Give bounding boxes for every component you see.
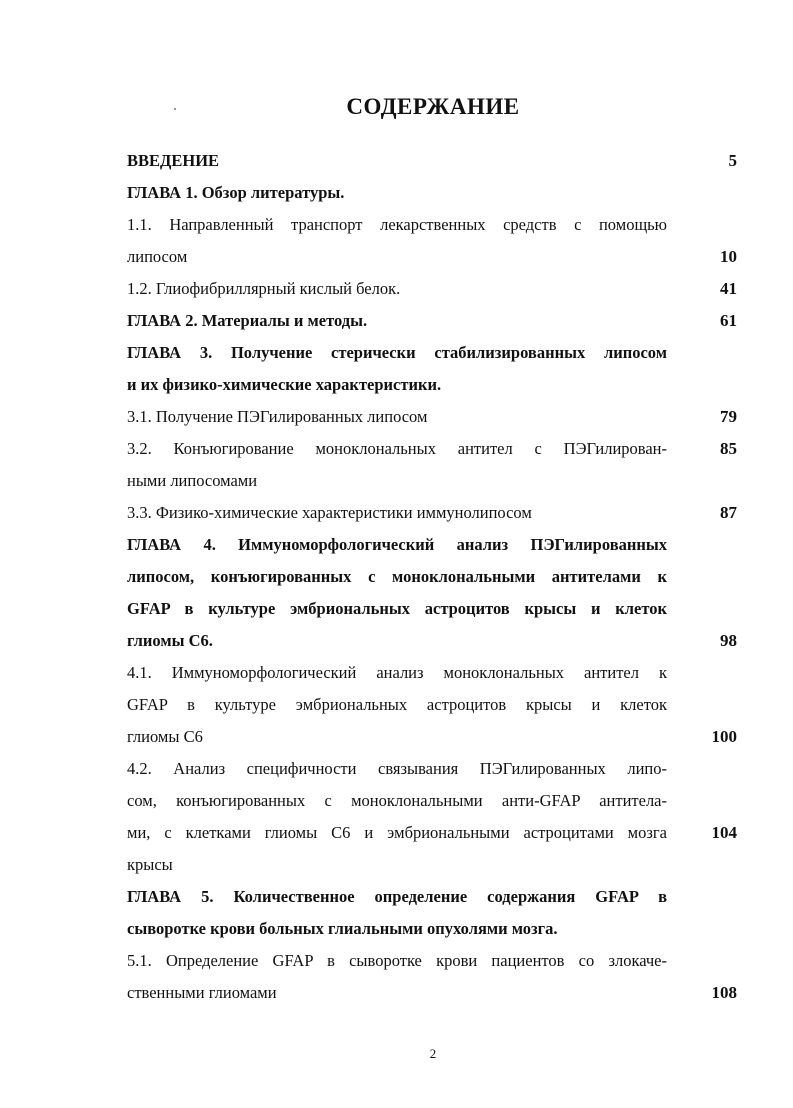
toc-page-number: 98 bbox=[720, 631, 737, 650]
toc-entry-line: крысы bbox=[127, 855, 173, 874]
page-number: 2 bbox=[429, 1046, 437, 1061]
toc-entry-line: GFAP в культуре эмбриональных астроцитов крысы и клеток bbox=[127, 695, 667, 714]
toc-entry-line: сыворотке крови больных глиальными опухолями мозга. bbox=[127, 919, 558, 938]
toc-entry-line: 3.3. Физико-химические характеристики иммунолипосом bbox=[127, 503, 532, 522]
toc-page-number: 108 bbox=[711, 983, 737, 1002]
toc-entry-line: ВВЕДЕНИЕ bbox=[127, 151, 220, 170]
toc-entry-line: липосом, конъюгированных с моноклональными антителами к bbox=[127, 567, 667, 586]
toc-page-number: 10 bbox=[720, 247, 737, 266]
toc-entry-line: глиомы С6. bbox=[127, 631, 213, 650]
toc-entry-line: ГЛАВА 2. Материалы и методы. bbox=[127, 311, 368, 330]
toc-entry-line: сом, конъюгированных с моноклональными анти-GFAP антитела- bbox=[127, 791, 667, 810]
toc-entry-line: ГЛАВА 3. Получение стерически стабилизированных липосом bbox=[127, 343, 667, 362]
toc-page-number: 79 bbox=[720, 407, 737, 426]
toc-entry-line: 1.2. Глиофибриллярный кислый белок. bbox=[127, 279, 401, 298]
toc-page-number: 104 bbox=[711, 823, 737, 842]
toc-entry-line: 5.1. Определение GFAP в сыворотке крови пациентов со злокаче- bbox=[127, 951, 667, 970]
toc-entry-line: ными липосомами bbox=[127, 471, 258, 490]
toc-entry-line: 3.1. Получение ПЭГилированных липосом bbox=[127, 407, 428, 426]
toc-entry-line: 1.1. Направленный транспорт лекарственных средств с помощью bbox=[127, 215, 667, 234]
toc-entry-line: GFAP в культуре эмбриональных астроцитов крысы и клеток bbox=[127, 599, 667, 618]
toc-entry-line: ГЛАВА 4. Иммуноморфологический анализ ПЭГилированных bbox=[127, 535, 667, 554]
toc-page-number: 5 bbox=[728, 151, 737, 170]
toc-entry-line: 4.1. Иммуноморфологический анализ моноклональных антител к bbox=[127, 663, 667, 682]
scan-speck bbox=[174, 108, 176, 110]
toc-entry-line: ГЛАВА 5. Количественное определение содержания GFAP в bbox=[127, 887, 667, 906]
toc-page-number: 61 bbox=[720, 311, 737, 330]
toc-page-number: 85 bbox=[720, 439, 737, 458]
toc-entry-line: 3.2. Конъюгирование моноклональных антител с ПЭГилирован- bbox=[127, 439, 667, 458]
toc-entry-line: липосом bbox=[127, 247, 188, 266]
toc-page-number: 41 bbox=[720, 279, 737, 298]
page-title: СОДЕРЖАНИЕ bbox=[346, 94, 520, 119]
toc-page-number: 100 bbox=[711, 727, 737, 746]
toc-entry-line: и их физико-химические характеристики. bbox=[127, 375, 442, 394]
toc-entry-line: ми, с клетками глиомы С6 и эмбриональными астроцитами мозга bbox=[127, 823, 667, 842]
toc-entry-line: ственными глиомами bbox=[127, 983, 277, 1002]
toc-entry-line: 4.2. Анализ специфичности связывания ПЭГилированных липо- bbox=[127, 759, 667, 778]
toc-entry-line: ГЛАВА 1. Обзор литературы. bbox=[127, 183, 345, 202]
toc-entry-line: глиомы С6 bbox=[127, 727, 203, 746]
toc-page-number: 87 bbox=[720, 503, 737, 522]
